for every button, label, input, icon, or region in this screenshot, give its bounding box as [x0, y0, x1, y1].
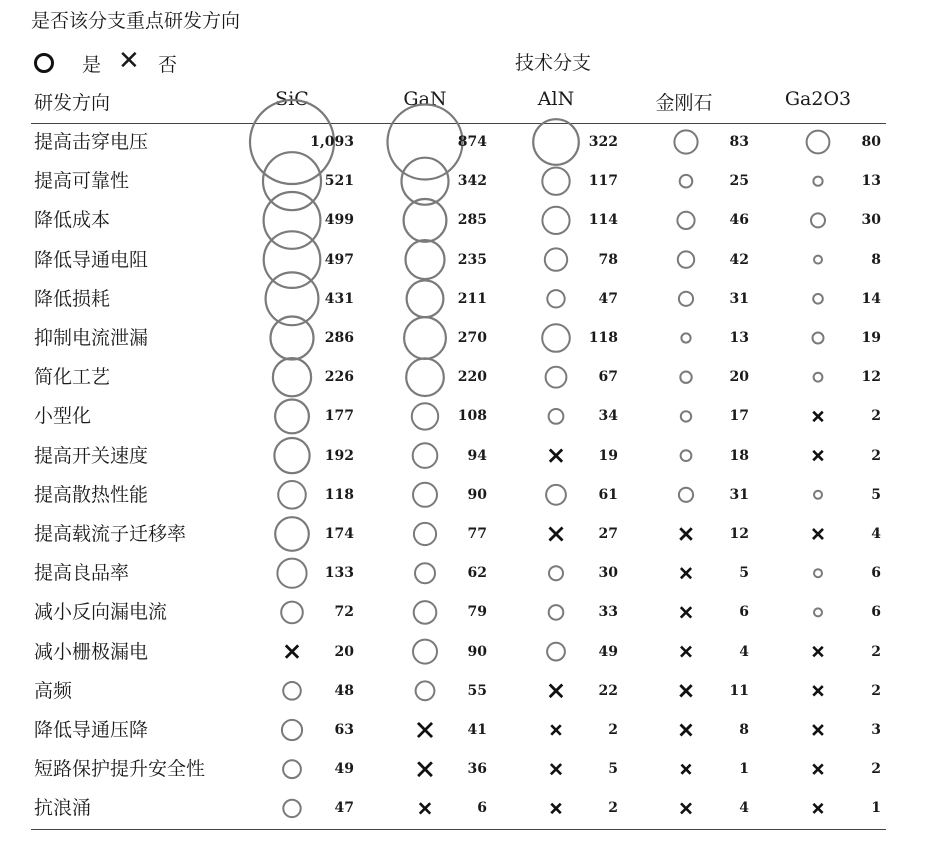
value-gan: 90: [467, 643, 487, 660]
bubble-aln: [533, 119, 579, 165]
value-gan: 108: [457, 408, 487, 425]
row-label: 抗浪涌: [34, 797, 92, 820]
bubble-sic: [283, 800, 300, 817]
value-sic: 174: [324, 526, 354, 542]
value-ga2o3: 1: [871, 800, 881, 817]
row-label: 提高散热性能: [34, 483, 149, 506]
value-sic: 286: [324, 330, 354, 346]
row-label: 抑制电流泄漏: [34, 327, 149, 349]
bubble-gan: [388, 105, 463, 180]
value-aln: 34: [598, 408, 618, 425]
value-ga2o3: 14: [861, 290, 881, 307]
bubble-sic: [275, 517, 309, 551]
bubble-gan: [414, 601, 437, 624]
row-label: 简化工艺: [34, 366, 111, 389]
value-diamond: 20: [729, 369, 749, 386]
bubble-gan: [413, 640, 437, 664]
bubble-aln: [549, 566, 563, 580]
column-header-sic: SiC: [275, 88, 309, 110]
value-sic: 48: [334, 682, 354, 699]
value-diamond: 31: [729, 290, 749, 307]
bubble-sic: [271, 317, 314, 360]
value-diamond: 4: [739, 643, 749, 660]
cross-ga2o3-icon: [814, 805, 821, 812]
bubble-diamond: [679, 292, 693, 306]
table-top-rule: [31, 123, 886, 124]
row-label: 减小栅极漏电: [34, 640, 149, 663]
cross-diamond-icon: [682, 648, 690, 656]
value-ga2o3: 80: [861, 134, 881, 150]
legend-circle-icon: [34, 53, 54, 73]
row-label: 减小反向漏电流: [34, 601, 168, 624]
cross-ga2o3-icon: [814, 648, 822, 656]
value-ga2o3: 6: [871, 604, 881, 621]
cross-aln-icon: [552, 765, 560, 773]
value-diamond: 12: [729, 526, 749, 542]
value-sic: 1,093: [310, 134, 354, 150]
bubble-gan: [413, 443, 438, 468]
bubble-aln: [542, 324, 570, 352]
cross-diamond-icon: [681, 686, 690, 695]
table-bottom-rule: [31, 829, 886, 830]
value-aln: 33: [598, 604, 618, 621]
value-diamond: 8: [739, 722, 749, 738]
value-ga2o3: 3: [871, 722, 881, 738]
value-aln: 47: [598, 290, 618, 307]
bubble-sic: [264, 192, 321, 249]
chart-title: 是否该分支重点研发方向: [31, 10, 241, 32]
bubble-aln: [542, 207, 569, 234]
value-aln: 78: [598, 251, 618, 268]
cross-aln-icon: [551, 450, 561, 460]
value-aln: 322: [588, 134, 618, 150]
row-label: 降低成本: [34, 209, 111, 232]
row-label: 提高载流子迁移率: [34, 523, 187, 545]
value-aln: 19: [598, 447, 618, 464]
bubble-diamond: [680, 175, 693, 188]
cross-diamond-icon: [682, 569, 690, 577]
value-gan: 270: [457, 330, 487, 346]
value-gan: 55: [467, 682, 487, 699]
bubble-sic: [277, 559, 306, 588]
bubble-gan: [407, 280, 444, 317]
row-label: 降低导通压降: [34, 719, 149, 741]
bubble-gan: [402, 158, 449, 205]
value-aln: 2: [608, 800, 618, 817]
bubble-diamond: [681, 333, 690, 342]
bubble-sic: [282, 720, 302, 740]
bubble-diamond: [677, 212, 694, 229]
value-diamond: 46: [729, 212, 749, 229]
bubble-sic: [283, 760, 301, 778]
cross-ga2o3-icon: [814, 687, 822, 695]
bubble-sic: [283, 682, 301, 700]
bubble-diamond: [680, 372, 691, 383]
row-label: 短路保护提升安全性: [34, 758, 206, 781]
legend-yes-label: 是: [82, 54, 102, 76]
row-label: 提高良品率: [34, 562, 130, 585]
value-gan: 36: [467, 761, 487, 778]
legend-no-label: 否: [158, 54, 178, 76]
value-gan: 220: [457, 369, 487, 386]
value-sic: 133: [324, 565, 354, 582]
bubble-aln: [549, 409, 564, 424]
value-ga2o3: 8: [871, 251, 881, 268]
column-header-diamond: 金刚石: [655, 92, 713, 114]
bubble-gan: [414, 523, 436, 545]
column-header-aln: AlN: [537, 88, 575, 110]
bubble-gan: [404, 317, 446, 359]
bubble-ga2o3: [814, 373, 823, 382]
value-ga2o3: 2: [871, 761, 881, 778]
bubble-ga2o3: [813, 294, 823, 304]
tech-branch-title: 技术分支: [515, 52, 592, 74]
value-ga2o3: 6: [871, 565, 881, 582]
value-ga2o3: 2: [871, 408, 881, 425]
value-diamond: 4: [739, 800, 749, 817]
value-diamond: 11: [729, 682, 749, 699]
column-header-ga2o3: Ga2O3: [784, 88, 852, 110]
value-sic: 226: [324, 369, 354, 386]
value-ga2o3: 5: [871, 486, 881, 503]
value-sic: 49: [334, 761, 354, 778]
value-gan: 90: [467, 486, 487, 503]
value-diamond: 31: [729, 486, 749, 503]
value-gan: 285: [457, 212, 487, 229]
row-label: 高频: [34, 679, 73, 702]
value-sic: 497: [324, 251, 354, 268]
bubble-sic: [266, 272, 319, 325]
bubble-ga2o3: [813, 333, 824, 344]
row-label: 小型化: [34, 405, 92, 428]
bubble-sic: [275, 400, 309, 434]
bubble-aln: [547, 643, 565, 661]
cross-gan-icon: [419, 724, 431, 736]
value-gan: 41: [467, 722, 487, 738]
value-gan: 79: [467, 604, 487, 621]
cross-diamond-icon: [682, 608, 691, 617]
bubble-ga2o3: [814, 256, 822, 264]
value-sic: 177: [324, 408, 354, 425]
cross-aln-icon: [552, 805, 560, 813]
cross-diamond-icon: [682, 804, 690, 812]
cross-ga2o3-icon: [814, 413, 822, 421]
column-header-gan: GaN: [403, 88, 447, 110]
bubble-ga2o3: [814, 491, 822, 499]
value-diamond: 1: [739, 761, 749, 778]
value-diamond: 42: [729, 251, 749, 268]
value-ga2o3: 2: [871, 643, 881, 660]
value-aln: 27: [598, 526, 618, 542]
value-sic: 47: [334, 800, 354, 817]
bubble-ga2o3: [811, 213, 825, 227]
value-sic: 499: [324, 212, 354, 229]
bubble-aln: [549, 605, 564, 620]
value-diamond: 6: [739, 604, 749, 621]
value-ga2o3: 4: [871, 526, 881, 542]
value-sic: 118: [324, 486, 354, 503]
value-aln: 2: [608, 722, 618, 738]
bubble-sic: [281, 602, 303, 624]
row-label: 降低导通电阻: [34, 248, 149, 271]
cross-ga2o3-icon: [814, 452, 822, 460]
row-label: 提高可靠性: [34, 170, 130, 193]
cross-aln-icon: [551, 685, 562, 696]
bubble-ga2o3: [814, 569, 822, 577]
cross-diamond-icon: [682, 726, 691, 735]
bubble-ga2o3: [807, 131, 830, 154]
value-aln: 67: [598, 369, 618, 386]
value-sic: 521: [324, 173, 354, 190]
value-ga2o3: 30: [861, 212, 881, 229]
bubble-gan: [412, 403, 438, 429]
value-aln: 117: [588, 173, 618, 190]
value-aln: 49: [598, 643, 618, 660]
value-gan: 211: [457, 290, 487, 307]
value-gan: 874: [457, 134, 487, 150]
value-gan: 6: [477, 800, 487, 817]
row-label: 降低损耗: [34, 287, 111, 310]
legend-cross-icon: ✕: [118, 46, 140, 76]
bubble-sic: [273, 358, 311, 396]
bubble-aln: [547, 290, 564, 307]
bubble-sic: [278, 481, 306, 509]
bubble-diamond: [678, 251, 694, 267]
value-gan: 94: [467, 447, 487, 464]
value-aln: 22: [598, 682, 618, 699]
bubble-ga2o3: [813, 177, 822, 186]
row-label: 提高开关速度: [34, 444, 149, 467]
bubble-diamond: [674, 130, 697, 153]
bubble-sic: [263, 152, 321, 210]
cross-diamond-icon: [681, 529, 691, 539]
bubble-sic: [264, 231, 321, 288]
bubble-gan: [406, 358, 444, 396]
value-diamond: 17: [729, 408, 749, 425]
value-sic: 72: [334, 604, 354, 621]
bubble-diamond: [681, 411, 691, 421]
row-label: 提高击穿电压: [34, 131, 149, 153]
value-diamond: 83: [729, 134, 749, 150]
value-gan: 342: [457, 173, 487, 190]
value-sic: 431: [324, 290, 354, 307]
value-sic: 20: [334, 643, 354, 660]
value-diamond: 5: [739, 565, 749, 582]
bubble-aln: [546, 367, 567, 388]
bubble-gan: [404, 199, 447, 242]
cross-ga2o3-icon: [814, 765, 822, 773]
cross-diamond-icon: [682, 766, 689, 773]
value-gan: 77: [467, 526, 487, 542]
cross-ga2o3-icon: [814, 726, 822, 734]
cross-aln-icon: [550, 528, 561, 539]
value-diamond: 13: [729, 330, 749, 346]
bubble-ga2o3: [814, 608, 822, 616]
cross-ga2o3-icon: [814, 530, 822, 538]
cross-sic-icon: [287, 646, 297, 656]
bubble-gan: [415, 563, 435, 583]
cross-gan-icon: [419, 763, 431, 775]
value-aln: 118: [588, 330, 618, 346]
value-ga2o3: 13: [861, 173, 881, 190]
bubble-diamond: [679, 488, 693, 502]
value-ga2o3: 2: [871, 682, 881, 699]
bubble-gan: [416, 681, 435, 700]
value-sic: 192: [324, 447, 354, 464]
bubble-diamond: [681, 450, 692, 461]
value-ga2o3: 2: [871, 447, 881, 464]
value-diamond: 18: [729, 447, 749, 464]
value-sic: 63: [334, 722, 354, 738]
bubble-sic: [274, 438, 309, 473]
cross-gan-icon: [421, 804, 430, 813]
value-aln: 30: [598, 565, 618, 582]
value-ga2o3: 19: [861, 330, 881, 346]
value-ga2o3: 12: [861, 369, 881, 386]
bubble-gan: [413, 483, 437, 507]
value-aln: 114: [588, 212, 618, 229]
bubble-aln: [542, 168, 569, 195]
value-aln: 5: [608, 761, 618, 778]
bubble-aln: [545, 248, 567, 270]
bubble-aln: [546, 485, 566, 505]
bubble-gan: [406, 240, 445, 279]
cross-aln-icon: [552, 726, 560, 734]
value-gan: 235: [457, 251, 487, 268]
direction-header: 研发方向: [34, 92, 111, 114]
value-diamond: 25: [729, 173, 749, 190]
value-aln: 61: [598, 486, 618, 503]
value-gan: 62: [467, 565, 487, 582]
